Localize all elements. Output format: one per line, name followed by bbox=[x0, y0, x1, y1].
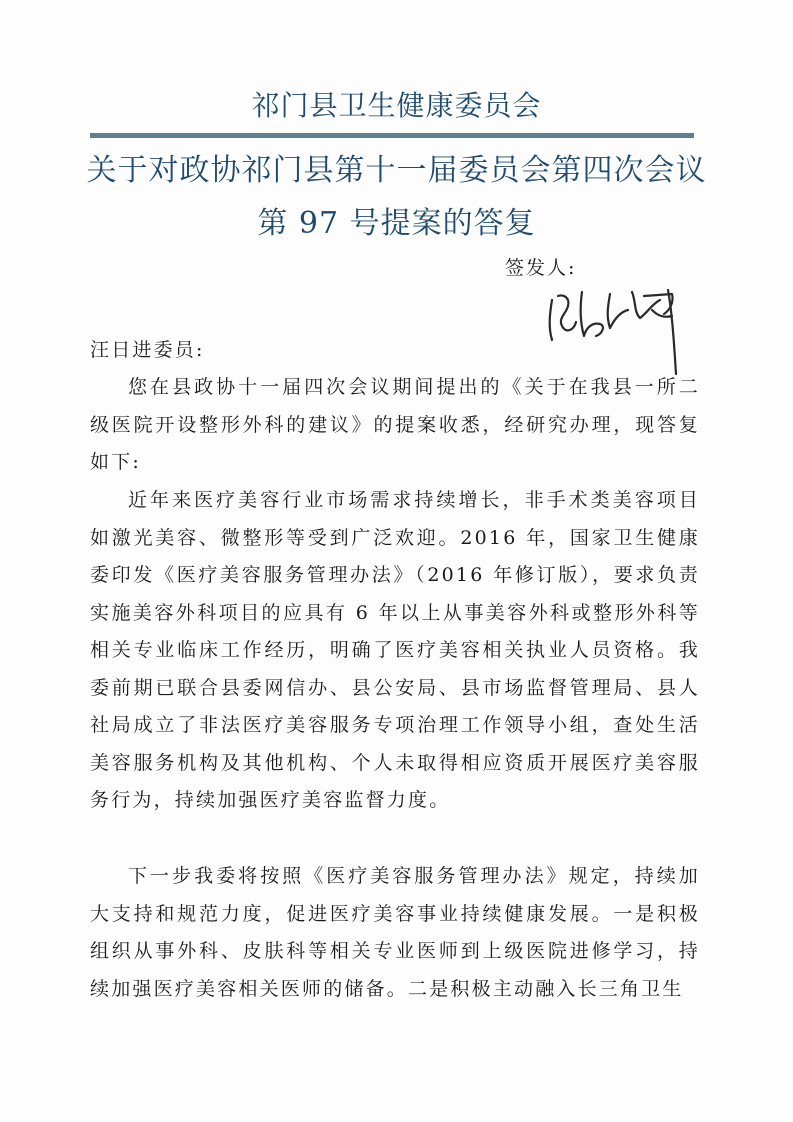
header-divider bbox=[90, 133, 694, 138]
paragraph-1: 您在县政协十一届四次会议期间提出的《关于在我县一所二级医院开设整形外科的建议》的提案收悉，经研究办理，现答复如下: bbox=[90, 376, 700, 473]
paragraph-3: 下一步我委将按照《医疗美容服务管理办法》规定，持续加大支持和规范力度，促进医疗美容事业持续健康发展。一是积极组织从事外科、皮肤科等相关专业医师到上级医院进修学习，持续加强医疗美容相关医师的储备。二是积极主动融入长三角卫生 bbox=[90, 865, 700, 1000]
paragraph-2: 近年来医疗美容行业市场需求持续增长，非手术类美容项目如激光美容、微整形等受到广泛欢迎。2016 年，国家卫生健康委印发《医疗美容服务管理办法》（2016 年修订版），要求负责实施美容外科项目的应具有 6 年以上从事美容外科或整形外科等相关专业临床工作经历，明确了医疗美容相关执业人员资格。我委前期已联合县委网信办、县公安局、县市场监督管理局、县人社局成立了非法医疗美容服务专项治理工作领导小组，查处生活美容服务机构及其他机构、个人未取得相应资质开展医疗美容服务行为，持续加强医疗美容监督力度。 bbox=[90, 489, 700, 811]
document-title-line1: 关于对政协祁门县第十一届委员会第四次会议 bbox=[86, 153, 707, 188]
organization-header: 祁门县卫生健康委员会 bbox=[251, 89, 542, 122]
document-title-line2: 第 97 号提案的答复 bbox=[257, 206, 536, 241]
salutation: 汪日进委员: bbox=[90, 339, 205, 361]
signer-label: 签发人: bbox=[505, 257, 577, 279]
